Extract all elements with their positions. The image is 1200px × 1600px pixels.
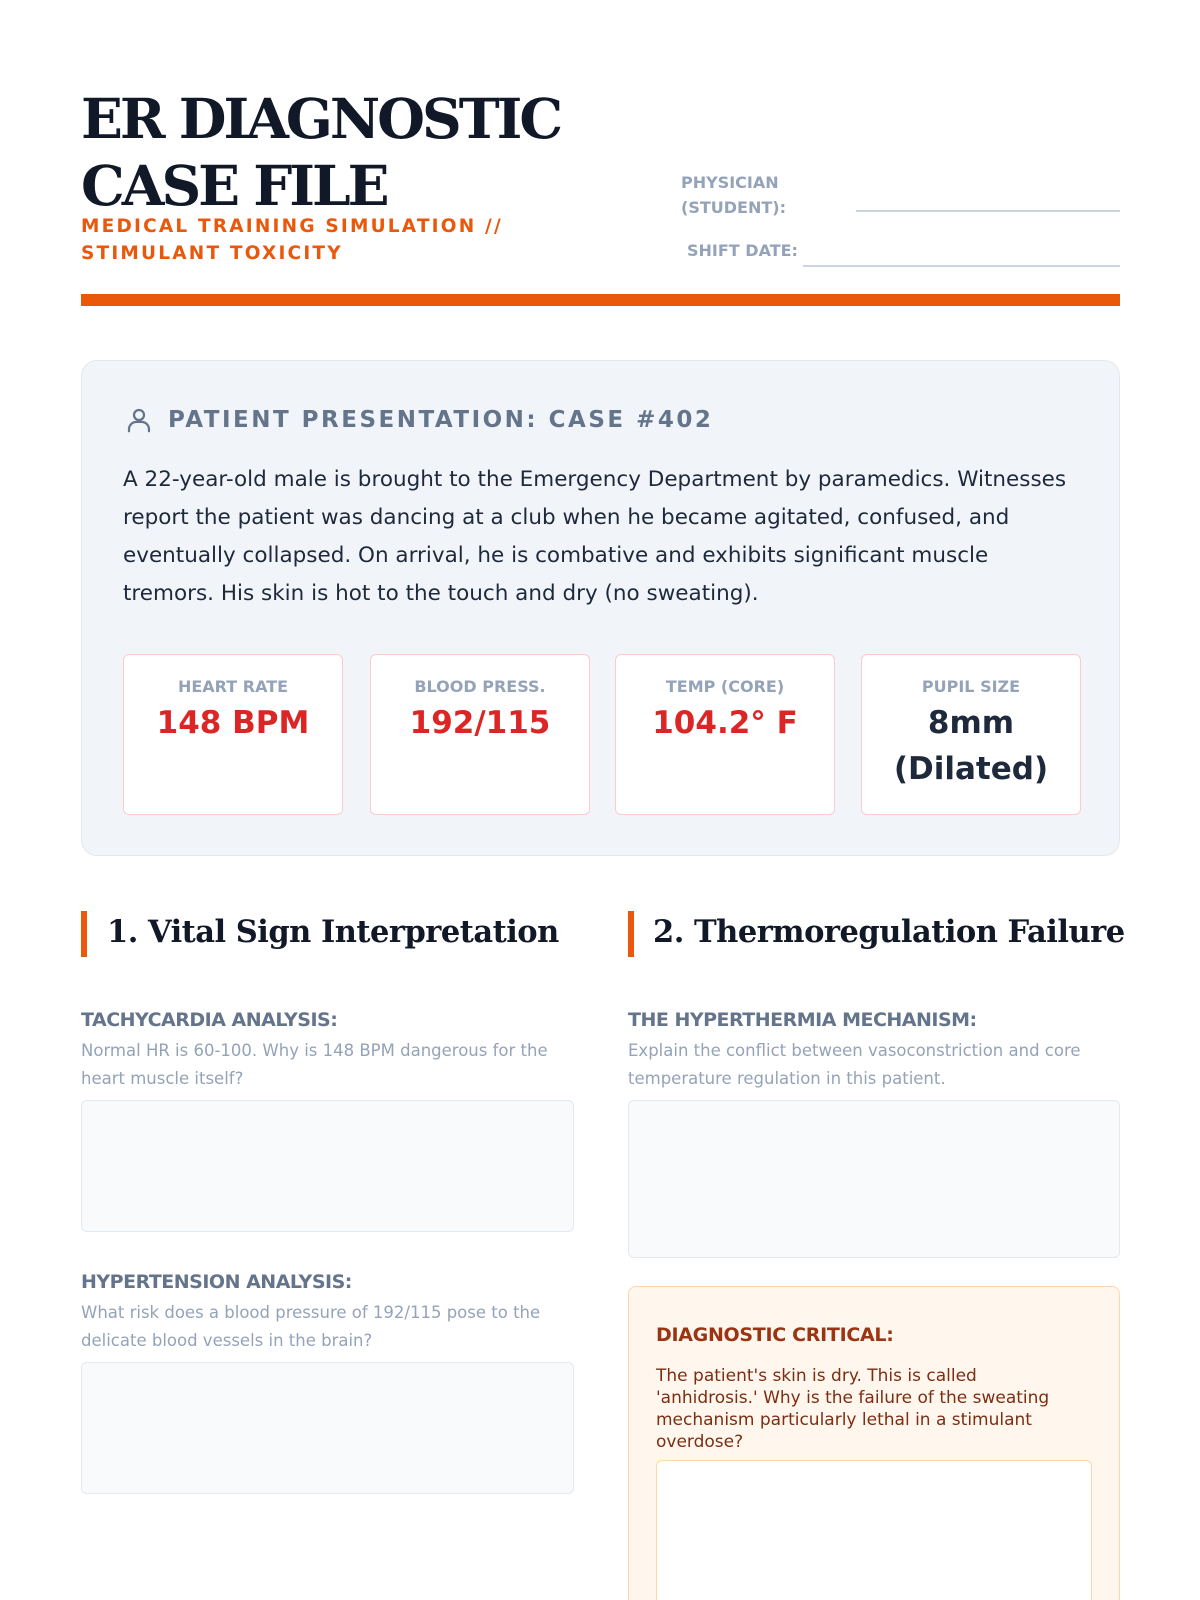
vital-label: BLOOD PRESS.: [414, 677, 546, 696]
diagnostic-critical-box: [628, 1286, 1120, 1600]
vital-value: 104.2° F: [652, 705, 798, 741]
patient-presentation-card: [81, 360, 1120, 856]
vital-value: 148 BPM: [156, 705, 310, 741]
shift-date-input-line[interactable]: [803, 265, 1120, 267]
hypertension-answer-box[interactable]: [81, 1362, 574, 1494]
hyperthermia-answer-box[interactable]: [628, 1100, 1120, 1258]
vital-blood-pressure: [370, 654, 590, 815]
critical-title: DIAGNOSTIC CRITICAL:: [656, 1324, 894, 1346]
physician-input-line[interactable]: [856, 210, 1120, 212]
patient-description: A 22-year-old male is brought to the Emergency Department by paramedics. Witnesses report the patient was dancing at a club when he became agitated, confused, and eventually collapsed. On arrival, he is combative and exhibits significant muscle tremors. His skin is hot to the touch and dry (no sweating).: [123, 467, 1067, 606]
section1-accent: [81, 911, 87, 957]
vital-label: HEART RATE: [177, 677, 289, 696]
section2-accent: [628, 911, 634, 957]
shift-date-label: SHIFT DATE:: [687, 241, 798, 260]
section2-title: 2. Thermoregulation Failure: [653, 914, 1125, 950]
critical-answer-box[interactable]: [656, 1460, 1092, 1600]
vital-value: 8mm (Dilated): [893, 705, 1049, 787]
patient-card-title: PATIENT PRESENTATION: CASE #402: [168, 407, 714, 433]
person-icon: [124, 405, 154, 435]
hyperthermia-hint: Explain the conflict between vasoconstriction and core temperature regulation in this patient.: [628, 1041, 1081, 1088]
hyperthermia-label: THE HYPERTHERMIA MECHANISM:: [628, 1009, 977, 1031]
case-file-page: [81, 0, 1125, 1600]
header-accent-bar: [81, 294, 1120, 306]
tachycardia-hint: Normal HR is 60-100. Why is 148 BPM dangerous for the heart muscle itself?: [81, 1041, 548, 1088]
page-subtitle: MEDICAL TRAINING SIMULATION // STIMULANT TOXICITY: [81, 216, 503, 264]
tachycardia-answer-box[interactable]: [81, 1100, 574, 1232]
physician-label: PHYSICIAN (STUDENT):: [681, 173, 786, 217]
hypertension-hint: What risk does a blood pressure of 192/115 pose to the delicate blood vessels in the brain?: [81, 1303, 541, 1350]
patient-card-header: [124, 405, 713, 435]
vitals-row: [123, 654, 1079, 815]
vital-pupil-size: [861, 654, 1081, 815]
vital-heart-rate: [123, 654, 343, 815]
critical-question: The patient's skin is dry. This is called 'anhidrosis.' Why is the failure of the sweating mechanism particularly lethal in a stimulant overdose?: [656, 1366, 1050, 1452]
vital-value: 192/115: [409, 705, 551, 741]
tachycardia-label: TACHYCARDIA ANALYSIS:: [81, 1009, 338, 1031]
vital-label: TEMP (CORE): [665, 677, 785, 696]
section1-title: 1. Vital Sign Interpretation: [107, 914, 559, 950]
hypertension-label: HYPERTENSION ANALYSIS:: [81, 1271, 352, 1293]
vital-label: PUPIL SIZE: [921, 677, 1021, 696]
page-title: ER DIAGNOSTIC CASE FILE: [81, 86, 561, 218]
vital-temperature: [615, 654, 835, 815]
